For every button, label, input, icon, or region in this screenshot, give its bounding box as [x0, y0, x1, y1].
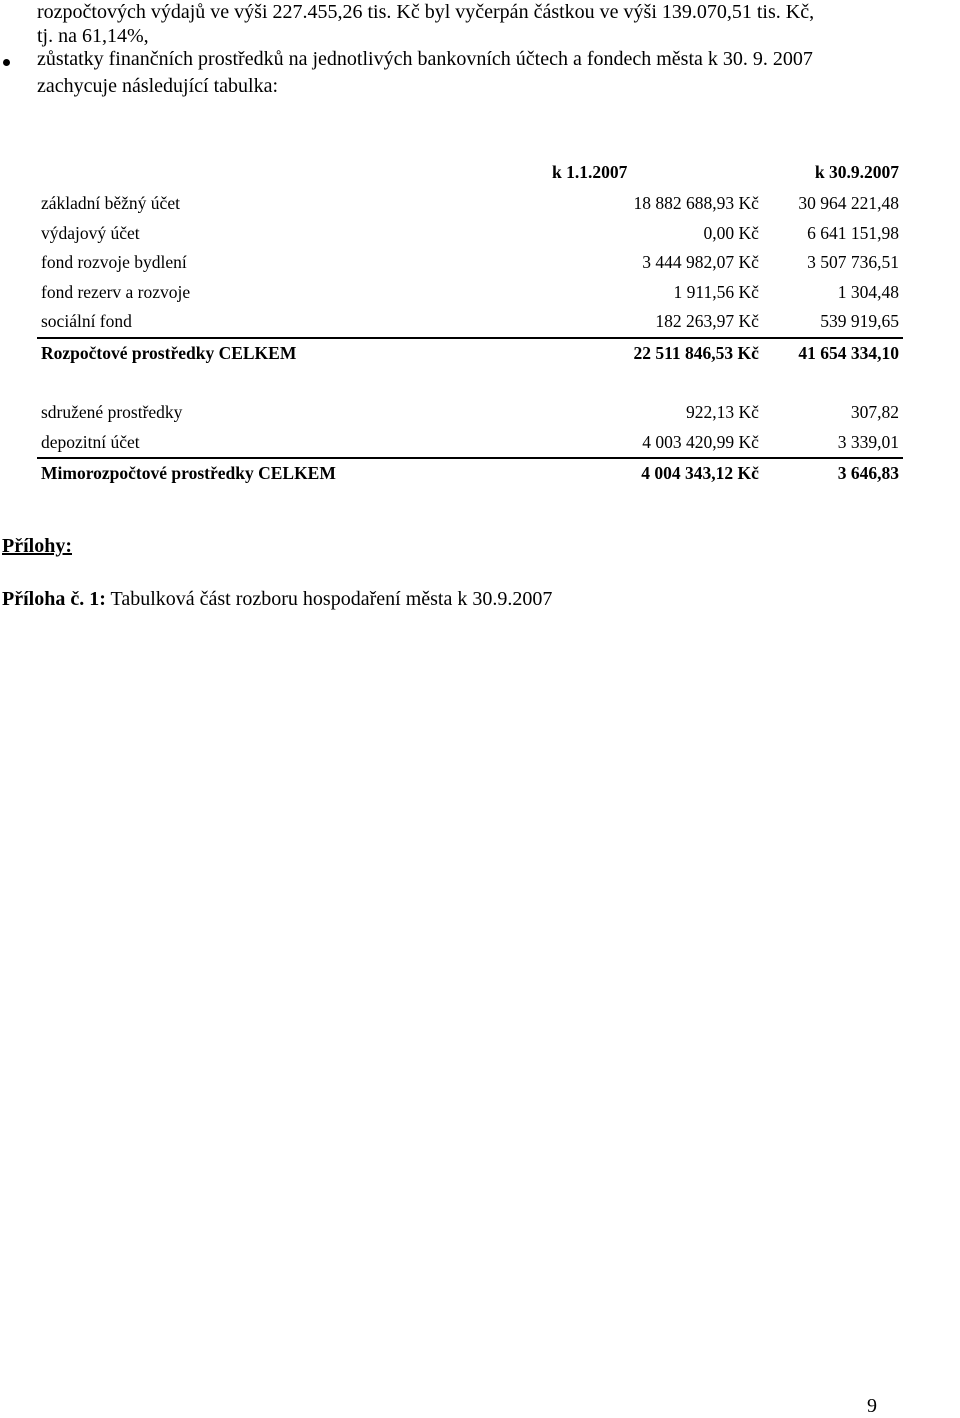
- row-value-2: 3 507 736,51: [807, 252, 899, 273]
- row-label: fond rozvoje bydlení: [41, 252, 187, 273]
- extrabudget-total-row: [37, 458, 903, 489]
- spacer-row: [37, 368, 903, 398]
- row-value-1: 4 004 343,12 Kč: [497, 458, 759, 489]
- row-value-1: 922,13 Kč: [685, 402, 759, 423]
- bullet-line-1: zůstatky finančních prostředků na jednotlivých bankovních účtech a fondech města k 30. 9. 2007: [37, 48, 813, 70]
- row-label: výdajový účet: [41, 222, 140, 243]
- row-label: sdružené prostředky: [41, 402, 183, 423]
- row-value-2: 307,82: [850, 402, 899, 423]
- balances-table: [37, 155, 903, 489]
- bullet-text: [37, 46, 937, 100]
- row-value-1: 3 444 982,07 Kč: [642, 252, 759, 273]
- budget-total-row: [37, 338, 903, 369]
- table-row: [37, 278, 903, 308]
- row-label: sociální fond: [41, 311, 132, 332]
- row-value-2: 30 964 221,48: [798, 193, 899, 214]
- table-row: [37, 219, 903, 249]
- intro-line-1: rozpočtových výdajů ve výši 227.455,26 tis. Kč byl vyčerpán částkou ve výši 139.070,51 tis. Kč,: [37, 1, 815, 23]
- table-row: [37, 398, 903, 428]
- row-value-2: 41 654 334,10: [759, 338, 903, 369]
- row-value-1: 18 882 688,93 Kč: [633, 193, 759, 214]
- row-value-2: 539 919,65: [820, 311, 899, 332]
- row-label: fond rezerv a rozvoje: [41, 281, 191, 302]
- row-label: depozitní účet: [41, 431, 140, 452]
- row-value-2: 3 646,83: [759, 458, 903, 489]
- attachment-text: Tabulková část rozboru hospodaření města k 30.9.2007: [105, 588, 553, 610]
- row-value-2: 3 339,01: [837, 431, 899, 452]
- header-col-1: k 1.1.2007: [552, 161, 628, 182]
- row-label: Rozpočtové prostředky CELKEM: [37, 338, 497, 369]
- row-label: Mimorozpočtové prostředky CELKEM: [37, 458, 497, 489]
- bullet-icon: [3, 59, 10, 66]
- table-row: [37, 307, 903, 338]
- row-value-1: 1 911,56 Kč: [673, 281, 759, 302]
- header-empty-cell: [37, 155, 497, 189]
- row-label: základní běžný účet: [41, 193, 180, 214]
- row-value-1: 0,00 Kč: [703, 222, 759, 243]
- intro-paragraph: [37, 0, 937, 48]
- page-number: 9: [867, 1395, 877, 1417]
- row-value-2: 6 641 151,98: [807, 222, 899, 243]
- attachment-item: [2, 588, 552, 611]
- row-value-1: 22 511 846,53 Kč: [497, 338, 759, 369]
- table-row: [37, 248, 903, 278]
- header-col-2: k 30.9.2007: [814, 161, 899, 182]
- bullet-line-2: zachycuje následující tabulka:: [37, 75, 279, 97]
- attachment-label: Příloha č. 1:: [2, 588, 106, 610]
- table-row: [37, 428, 903, 459]
- attachments-heading: Přílohy:: [2, 535, 72, 557]
- table-header-row: [37, 155, 903, 189]
- row-value-2: 1 304,48: [837, 281, 899, 302]
- intro-line-2: tj. na 61,14%,: [37, 25, 149, 47]
- row-value-1: 4 003 420,99 Kč: [642, 431, 759, 452]
- table-row: [37, 189, 903, 219]
- row-value-1: 182 263,97 Kč: [655, 311, 759, 332]
